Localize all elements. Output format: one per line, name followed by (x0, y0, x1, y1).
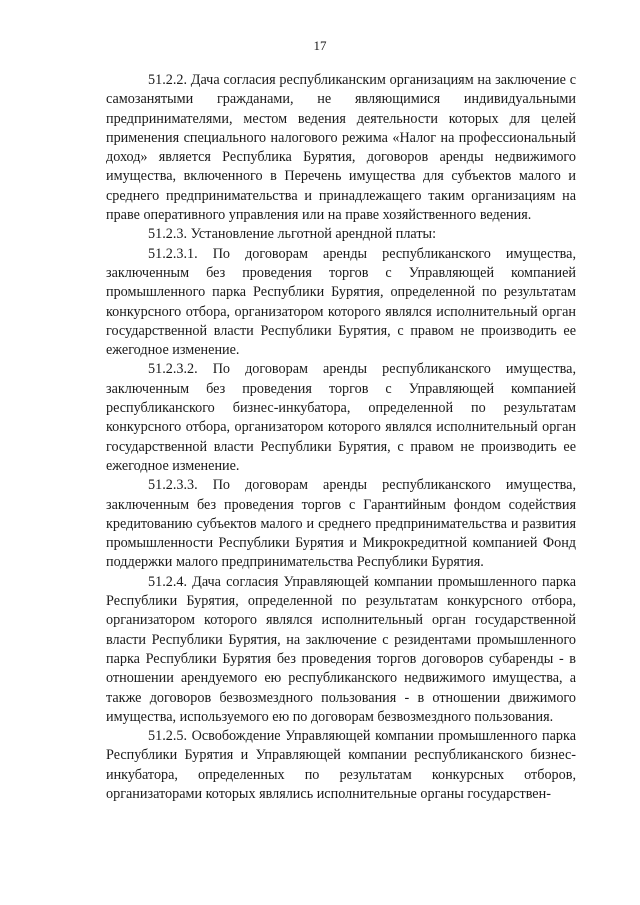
paragraph-51-2-3-3: 51.2.3.3. По договорам аренды республиканского имущества, заключенным без проведения торгов с Гарантийным фондом содействия кредитованию субъектов малого и среднего предпринимательства и развития промышленности Республики Бурятия и Микрокредитной компанией Фонд поддержки малого предпринимательства Республики Бурятия. (106, 477, 576, 571)
paragraph-51-2-5: 51.2.5. Освобождение Управляющей компании промышленного парка Республики Бурятия и Управляющей компании республиканского бизнес-инкубатора, определенных по результатам конкурсных отборов, организаторами которых являлись исполнительные органы государствен- (106, 728, 576, 802)
page-number: 17 (313, 38, 327, 53)
paragraph-51-2-3-2: 51.2.3.2. По договорам аренды республиканского имущества, заключенным без проведения торгов с Управляющей компанией республиканского бизнес-инкубатора, определенной по результатам конкурсного отбора, организатором которого являлся исполнительный орган государственной власти Республики Бурятия, с правом не производить ее ежегодное изменение. (106, 361, 576, 474)
document-body (106, 71, 576, 804)
paragraph-51-2-3: 51.2.3. Установление льготной арендной платы: (148, 226, 437, 243)
paragraph-51-2-3-1: 51.2.3.1. По договорам аренды республиканского имущества, заключенным без проведения торгов с Управляющей компанией промышленного парка Республики Бурятия, определенной по результатам конкурсного отбора, организатором которого являлся исполнительный орган государственной власти Республики Бурятия, с правом не производить ее ежегодное изменение. (106, 245, 576, 359)
paragraph-51-2-2: 51.2.2. Дача согласия республиканским организациям на заключение с самозанятыми гражданами, не являющимися индивидуальными предпринимателями, местом ведения деятельности которых для целей применения специального налогового режима «Налог на профессиональный доход» является Республика Бурятия, договоров аренды недвижимого имущества, включенного в Перечень имущества для субъектов малого и среднего предпринимательства и принадлежащего таким организациям на праве оперативного управления или на праве хозяйственного ведения. (106, 72, 576, 224)
paragraph-51-2-4: 51.2.4. Дача согласия Управляющей компании промышленного парка Республики Бурятия, определенной по результатам конкурсного отбора, организатором которого являлся исполнительный орган государственной власти Республики Бурятия, на заключение с резидентами промышленного парка Республики Бурятия без проведения торгов договоров субаренды - в отношении арендуемого ею республиканского недвижимого имущества, а также договоров безвозмездного пользования - в отношении движимого имущества, используемого ею по договорам безвозмездного пользования. (106, 573, 576, 725)
